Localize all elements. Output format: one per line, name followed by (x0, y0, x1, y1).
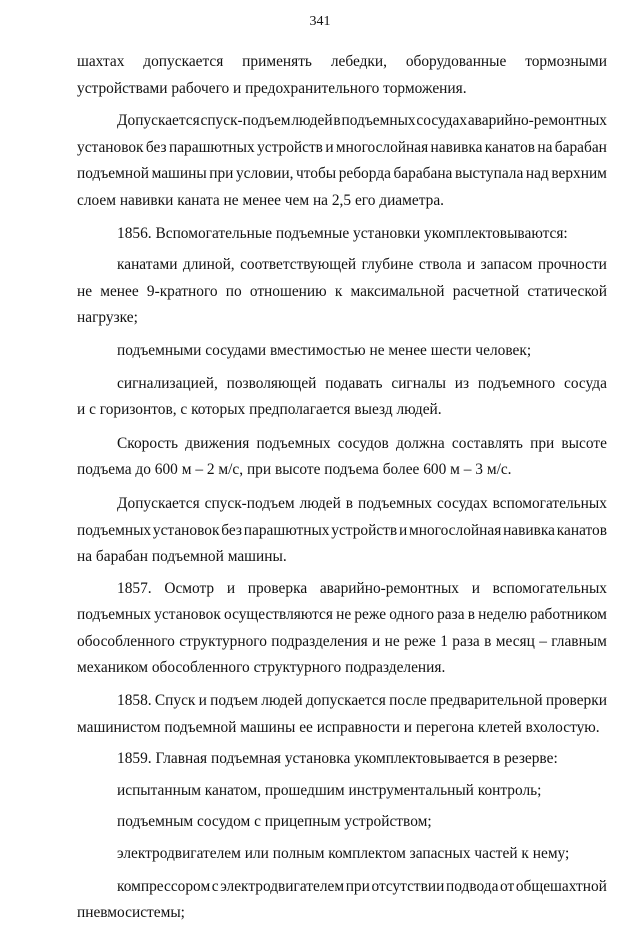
paragraph (77, 576, 607, 682)
text-line: электродвигателем или полным комплектом запасных частей к нему; (117, 845, 570, 863)
paragraph (77, 221, 607, 248)
text-line: подъема до 600 м – 2 м/с, при высоте подъема более 600 м – 3 м/с. (77, 461, 512, 479)
text-line: подъемных установок осуществляются не реже одного раза в неделю работником (77, 606, 607, 624)
text-line: и с горизонтов, с которых предполагается выезд людей. (77, 401, 442, 419)
text-line: слоем навивки каната не менее чем на 2,5 его диаметра. (77, 191, 445, 209)
text-line: 1858. Спуск и подъем людей допускается после предварительной проверки (117, 692, 607, 710)
text-line: испытанным канатом, прошедшим инструментальный контроль; (117, 781, 542, 799)
text-line: пневмосистемы; (77, 904, 185, 922)
paragraph (77, 491, 607, 571)
paragraph (77, 252, 607, 332)
text-line: компрессором с электродвигателем при отсутствии подвода от общешахтной (117, 877, 607, 895)
text-line: обособленного структурного подразделения и не реже 1 раза в месяц – главным (77, 632, 607, 650)
paragraph (77, 431, 607, 484)
paragraph (77, 688, 607, 741)
paragraph (77, 108, 607, 214)
page-number: 341 (309, 14, 331, 29)
text-line: механиком обособленного структурного подразделения. (77, 659, 446, 677)
text-line: Допускается спуск-подъем людей в подъемных сосудах аварийно-ремонтных (117, 112, 607, 130)
text-line: не менее 9-кратного по отношению к максимальной расчетной статической (77, 282, 607, 300)
text-line: устройствами рабочего и предохранительного торможения. (77, 79, 467, 97)
paragraph (77, 746, 607, 773)
paragraph (77, 338, 607, 365)
text-line: 1857. Осмотр и проверка аварийно-ремонтных и вспомогательных (117, 579, 607, 597)
paragraph (77, 371, 607, 424)
text-line: Скорость движения подъемных сосудов должна составлять при высоте (117, 434, 607, 452)
text-line: шахтах допускается применять лебедки, оборудованные тормозными (77, 53, 607, 70)
text-line: сигнализацией, позволяющей подавать сигналы из подъемного сосуда (117, 374, 607, 392)
text-line: машинистом подъемной машины ее исправности и перегона клетей вхолостую. (77, 718, 600, 736)
paragraph (77, 49, 607, 102)
text-line: подъемными сосудами вместимостью не менее шести человек; (117, 341, 532, 359)
text-line: установок без парашютных устройств и многослойная навивка канатов на барабан (77, 138, 607, 156)
text-line: подъемным сосудом с прицепным устройством; (117, 813, 432, 831)
document-body (77, 49, 607, 927)
text-line: Допускается спуск-подъем людей в подъемных сосудах вспомогательных (117, 494, 607, 512)
text-line: 1856. Вспомогательные подъемные установки укомплектовываются: (117, 224, 568, 242)
paragraph (77, 841, 607, 868)
text-line: подъемных установок без парашютных устройств и многослойная навивка канатов (77, 521, 607, 539)
paragraph (77, 809, 607, 836)
paragraph (77, 778, 607, 805)
paragraph (77, 874, 607, 927)
text-line: нагрузке; (77, 309, 138, 327)
text-line: на барабан подъемной машины. (77, 548, 287, 566)
text-line: 1859. Главная подъемная установка укомплектовывается в резерве: (117, 750, 558, 768)
text-line: канатами длиной, соответствующей глубине ствола и запасом прочности (117, 256, 607, 274)
text-line: подъемной машины при условии, чтобы реборда барабана выступала над верхним (77, 165, 607, 183)
